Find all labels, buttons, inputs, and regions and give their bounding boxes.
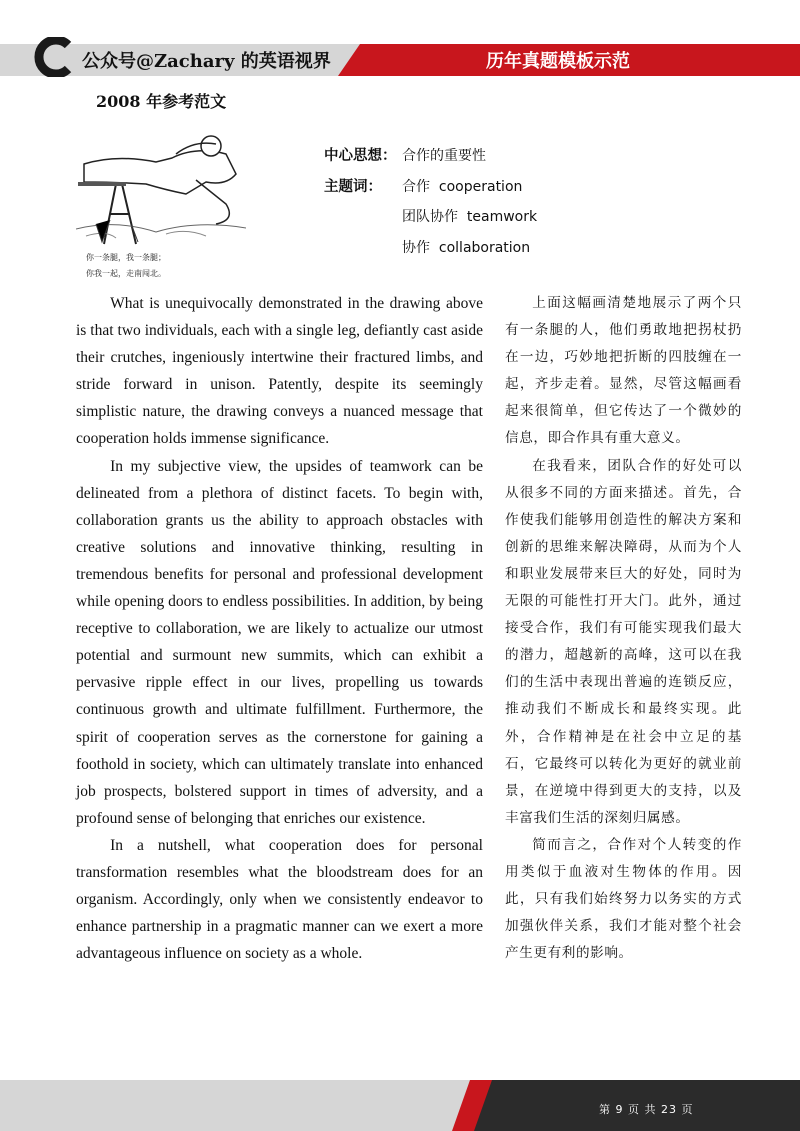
brand-name: 公众号@Zachary 的英语视界: [82, 51, 331, 72]
translation-paragraph: 简而言之，合作对个人转变的作用类似于血液对生物体的作用。因此，只有我们始终努力以务实的方式加强伙伴关系，我们才能对整个社会产生更有利的影响。: [505, 836, 742, 962]
topic-row: [324, 233, 530, 264]
topic-row: [324, 202, 537, 233]
essay-paragraph: In my subjective view, the upsides of teamwork can be delineated from a plethora of distinct facets. To begin with, collaboration grants us the ability to approach obstacles with creative solutions and innovative thinking, resulting in tremendous benefits for personal and professional development while opening doors to endless possibilities. In addition, by being receptive to collaboration, we are likely to actualize our utmost potential and surmount new summits, which can exhibit a pervasive ripple effect in our lives, propelling us towards continuous growth and ultimate fulfillment. Furthermore, the spirit of cooperation serves as the cornerstone for gaining a foothold in society, which can ultimately translate into enhanced job prospects, bolstered support in times of adversity, and a profound sense of belonging that enriches our existence.: [76, 457, 483, 827]
topic-item: 团队协作 teamwork: [402, 209, 538, 225]
section-title: 历年真题模板示范: [486, 51, 630, 72]
essay-paragraph: What is unequivocally demonstrated in the drawing above is that two individuals, each with a single leg, defiantly cast aside their crutches, ingeniously intertwine their fractured limbs, and stride forward in unison. Patently, despite its seemingly simplistic nature, the drawing conveys a nuanced message that cooperation holds immense significance.: [76, 295, 483, 448]
theme-row: [324, 140, 486, 172]
chinese-translation: [505, 290, 742, 967]
english-essay: [76, 290, 483, 967]
page-number: 第 9 页 共 23 页: [599, 1103, 694, 1116]
theme-label: 中心思想：: [324, 147, 397, 164]
cartoon-illustration: [76, 124, 246, 282]
topic-item: 协作 collaboration: [402, 240, 531, 256]
topic-label: 主题词：: [324, 178, 382, 195]
translation-paragraph: 在我看来，团队合作的好处可以从很多不同的方面来描述。首先，合作使我们能够用创造性的解决方案和创新的思维来解决障碍，从而为个人和职业发展带来巨大的好处，同时为无限的可能性打开大门。此外，通过接受合作，我们有可能实现我们最大的潜力，超越新的高峰，这可以在我们的生活中表现出普遍的连锁反应，推动我们不断成长和最终实现。此外，合作精神是在社会中立足的基石，它最终可以转化为更好的就业前景，在逆境中得到更大的支持，以及丰富我们生活的深刻归属感。: [505, 457, 742, 826]
illustration-caption-1: 你一条腿，我一条腿；: [86, 253, 166, 262]
theme-value: 合作的重要性: [402, 148, 486, 164]
topic-row: [324, 171, 522, 203]
page-title: 2008 年参考范文: [96, 92, 227, 111]
essay-paragraph: In a nutshell, what cooperation does for personal transformation resembles what the bloodstream does for an organism. Accordingly, only when we consistently endeavor to enhance partnership in a pragmatic manner can we exert a more advantageous influence on society as a whole.: [76, 836, 483, 963]
logo-icon: [34, 37, 74, 77]
translation-paragraph: 上面这幅画清楚地展示了两个只有一条腿的人，他们勇敢地把拐杖扔在一边，巧妙地把折断的四肢缠在一起，齐步走着。显然，尽管这幅画看起来很简单，但它传达了一个微妙的信息，即合作具有重大意义。: [505, 295, 742, 447]
illustration-caption-2: 你我一起，走南闯北。: [86, 269, 166, 278]
topic-item: 合作 cooperation: [402, 179, 523, 195]
